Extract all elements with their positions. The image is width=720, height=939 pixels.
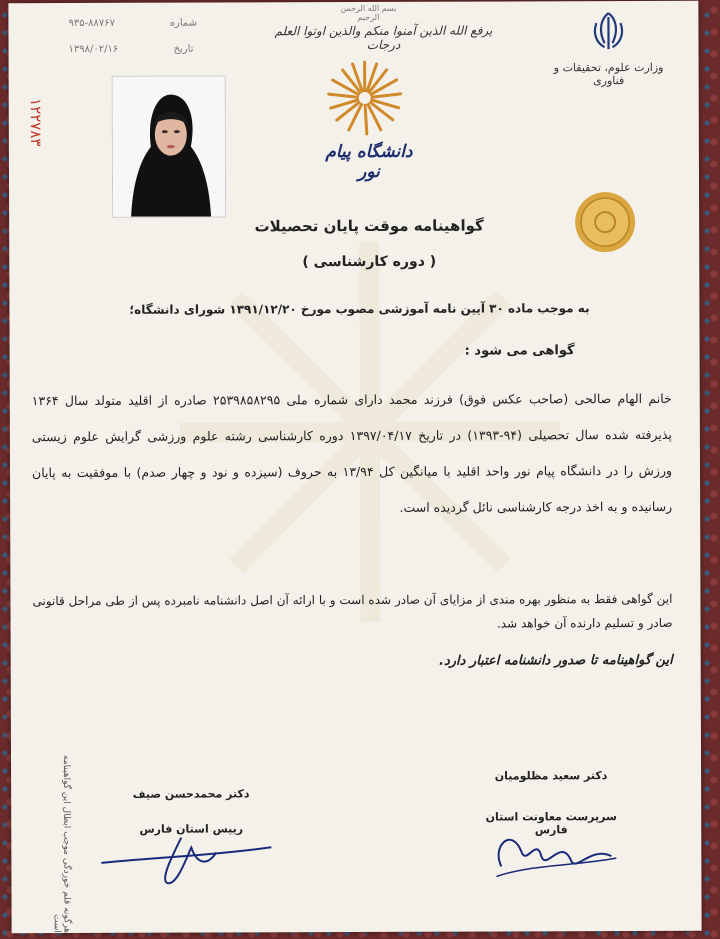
certificate-body: خانم الهام صالحی (صاحب عکس فوق) فرزند محمد دارای شماره ملی ۲۵۳۹۸۵۸۲۹۵ صادره از اقلید متولد سال ۱۳۶۴ پذیرفته شده سال تحصیلی (۹۴-۱۳۹۳) در تاریخ ۱۳۹۷/۰۴/۱۷ دوره کارشناسی رشته علوم ورزشی گرایش علوم زیستی ورزش را در دانشگاه پیام نور واحد اقلید با میانگین کل ۱۳/۹۴ به حروف (سیزده و نود و چهار صدم) با موفقیت به پایان رسانیده و به اخذ درجه کارشناسی نائل گردیده است. — [31, 390, 673, 515]
reference-number-label: شماره — [169, 17, 198, 29]
legal-basis: به موجب ماده ۳۰ آیین نامه آموزشی مصوب مورخ ۱۳۹۱/۱۲/۲۰ شورای دانشگاه؛ — [129, 301, 590, 317]
reference-date: ۱۳۹۸/۰۲/۱۶ — [68, 43, 119, 55]
payame-noor-logo-icon — [325, 58, 405, 138]
certificate-subtitle: ( دوره کارشناسی ) — [302, 253, 437, 271]
reference-block — [68, 11, 198, 63]
ministry-name: وزارت علوم، تحقیقات و فناوری — [553, 60, 664, 88]
iran-emblem-icon — [588, 9, 628, 53]
signer-left-name: دکتر محمدحسن صیف — [132, 787, 250, 801]
signer-right-title: سرپرست معاونت استان فارس — [485, 810, 617, 837]
reference-date-label: تاریخ — [173, 43, 194, 55]
signature-left-scribble-icon — [91, 817, 281, 893]
certifies-heading: گواهی می شود : — [464, 343, 575, 359]
certificate-note: این گواهی فقط به منظور بهره مندی از مزایای آن صادر شده است و با ارائه آن اصل دانشنامه نامبرده پس از طی مراحل قانونی صادر و تسلیم دارنده آن خواهد شد. — [32, 591, 673, 631]
certificate-title: گواهینامه موقت پایان تحصیلات — [254, 216, 484, 236]
signature-right-scribble-icon — [481, 806, 621, 886]
university-name: دانشگاه پیام نور — [325, 141, 413, 182]
side-note: هرگونه قلم خوردگی موجب ابطال این گواهینامه است — [51, 754, 72, 934]
validity-statement: این گواهینامه تا صدور دانشنامه اعتبار دارد. — [438, 652, 673, 669]
signer-left-title: رییس استان فارس — [139, 822, 244, 836]
certificate-paper — [8, 1, 701, 933]
slogan-text: یرفع الله الذین آمنوا منکم والذین اوتوا العلم درجات — [274, 23, 493, 52]
signer-right-name: دکتر سعید مظلومیان — [494, 769, 608, 783]
bismillah: بسم الله الرحمن الرحیم — [340, 3, 397, 22]
serial-number: ۱۲۲۷۸۳ — [26, 98, 45, 147]
portrait-image — [113, 76, 225, 216]
student-photo — [112, 75, 226, 217]
reference-number: ۹۳۵-۸۸۷۶۷ — [68, 17, 116, 29]
gold-seal-icon — [574, 191, 636, 253]
